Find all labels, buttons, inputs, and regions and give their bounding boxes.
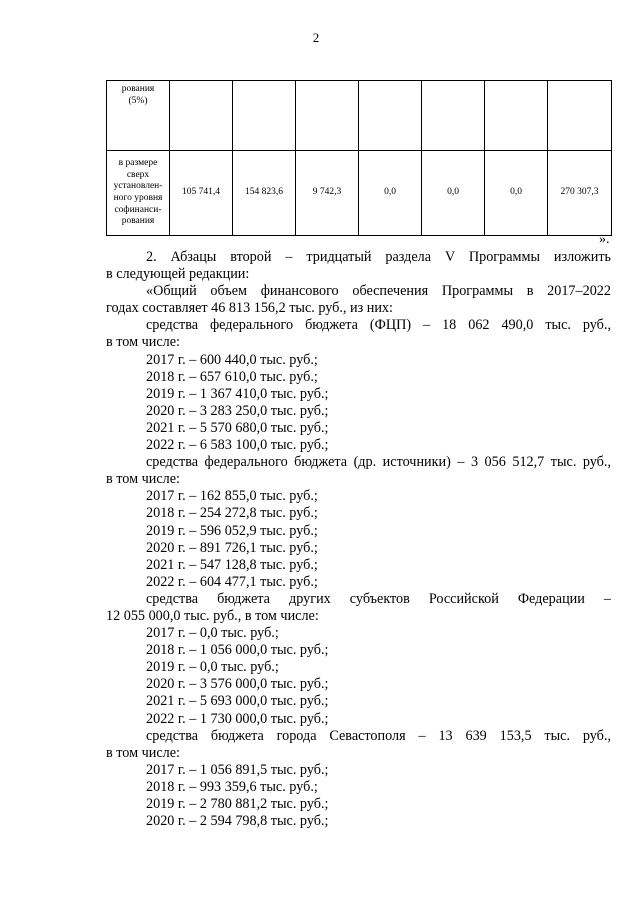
text-line: «Общий объем финансового обеспечения Программы в 2017–2022 bbox=[146, 283, 611, 300]
year-amount-line: 2017 г. – 600 440,0 тыс. руб.; bbox=[146, 351, 318, 368]
year-amount-line: 2020 г. – 891 726,1 тыс. руб.; bbox=[146, 539, 318, 556]
year-amount-line: 2017 г. – 162 855,0 тыс. руб.; bbox=[146, 488, 318, 505]
year-amount-line: 2021 г. – 5 570 680,0 тыс. руб.; bbox=[146, 419, 329, 436]
year-amount-line: 2020 г. – 2 594 798,8 тыс. руб.; bbox=[146, 813, 329, 830]
year-amount-line: 2022 г. – 604 477,1 тыс. руб.; bbox=[146, 573, 318, 590]
year-amount-line: 2019 г. – 596 052,9 тыс. руб.; bbox=[146, 522, 318, 539]
table-cell: 270 307,3 bbox=[548, 151, 612, 236]
text-line: в том числе: bbox=[106, 744, 180, 761]
table-cell: 0,0 bbox=[422, 151, 485, 236]
table-row bbox=[107, 151, 612, 236]
year-amount-line: 2020 г. – 3 576 000,0 тыс. руб.; bbox=[146, 676, 329, 693]
table-cell bbox=[548, 81, 612, 151]
funding-source-line: средства бюджета других субъектов Российской Федерации – bbox=[146, 590, 611, 607]
year-amount-line: 2019 г. – 2 780 881,2 тыс. руб.; bbox=[146, 796, 329, 812]
quote-close-mark: ». bbox=[599, 232, 610, 247]
table-cell bbox=[485, 81, 548, 151]
text-line: в том числе: bbox=[106, 334, 180, 351]
funding-source-line: средства федерального бюджета (ФЦП) – 18 062 490,0 тыс. руб., bbox=[146, 317, 611, 334]
year-amount-line: 2018 г. – 657 610,0 тыс. руб.; bbox=[146, 368, 318, 385]
table-cell bbox=[359, 81, 422, 151]
funding-source-line: средства бюджета города Севастополя – 13 639 153,5 тыс. руб., bbox=[146, 727, 611, 744]
year-amount-line: 2017 г. – 1 056 891,5 тыс. руб.; bbox=[146, 761, 329, 778]
table-cell: 0,0 bbox=[485, 151, 548, 236]
year-amount-line: 2017 г. – 0,0 тыс. руб.; bbox=[146, 625, 279, 642]
table-cell bbox=[170, 81, 233, 151]
row-label: в размере сверх установлен- ного уровня софинанси- рования bbox=[107, 151, 170, 236]
text-line: годах составляет 46 813 156,2 тыс. руб., из них: bbox=[106, 300, 393, 317]
table-cell bbox=[233, 81, 296, 151]
table-cell: 9 742,3 bbox=[296, 151, 359, 236]
text-line: 12 055 000,0 тыс. руб., в том числе: bbox=[106, 607, 319, 624]
year-amount-line: 2022 г. – 1 730 000,0 тыс. руб.; bbox=[146, 710, 329, 727]
paragraph-heading-line: 2. Абзацы второй – тридцатый раздела V Программы изложить bbox=[146, 249, 611, 265]
page-number: 2 bbox=[312, 30, 320, 45]
year-amount-line: 2019 г. – 0,0 тыс. руб.; bbox=[146, 659, 279, 676]
year-amount-line: 2018 г. – 993 359,6 тыс. руб.; bbox=[146, 778, 318, 795]
text-line: в том числе: bbox=[106, 471, 180, 488]
row-label: рования (5%) bbox=[107, 81, 170, 151]
funding-source-line: средства федерального бюджета (др. источники) – 3 056 512,7 тыс. руб., bbox=[146, 454, 611, 471]
year-amount-line: 2021 г. – 547 128,8 тыс. руб.; bbox=[146, 556, 318, 573]
financing-table-grid bbox=[106, 80, 612, 236]
year-amount-line: 2022 г. – 6 583 100,0 тыс. руб.; bbox=[146, 437, 329, 454]
table-cell bbox=[296, 81, 359, 151]
year-amount-line: 2018 г. – 1 056 000,0 тыс. руб.; bbox=[146, 642, 329, 659]
year-amount-line: 2021 г. – 5 693 000,0 тыс. руб.; bbox=[146, 693, 329, 710]
table-cell: 154 823,6 bbox=[233, 151, 296, 236]
text-line: в следующей редакции: bbox=[106, 266, 250, 283]
table-cell bbox=[422, 81, 485, 151]
table-cell: 105 741,4 bbox=[170, 151, 233, 236]
year-amount-line: 2018 г. – 254 272,8 тыс. руб.; bbox=[146, 505, 318, 522]
financing-table bbox=[106, 80, 611, 236]
year-amount-line: 2019 г. – 1 367 410,0 тыс. руб.; bbox=[146, 385, 329, 402]
table-row bbox=[107, 81, 612, 151]
year-amount-line: 2020 г. – 3 283 250,0 тыс. руб.; bbox=[146, 402, 329, 419]
table-cell: 0,0 bbox=[359, 151, 422, 236]
document-body bbox=[106, 249, 611, 830]
